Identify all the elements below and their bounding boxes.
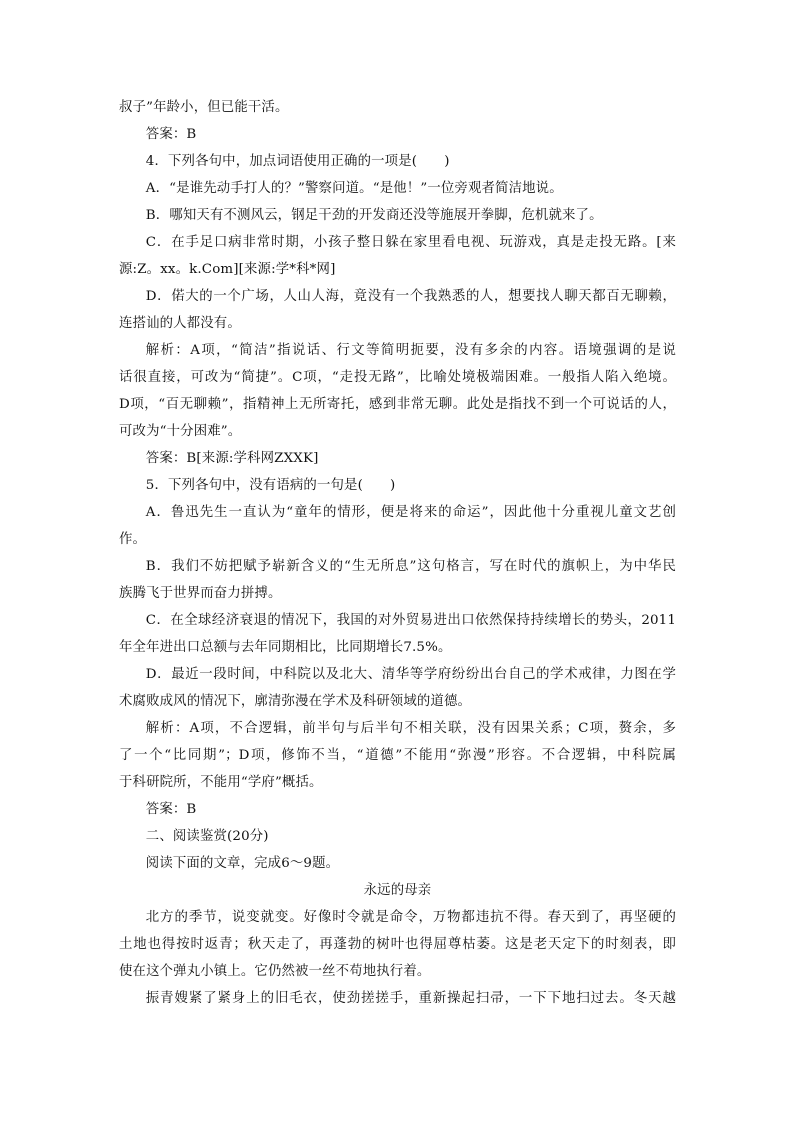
answer-line: 答案：B [145, 127, 197, 142]
option-b: B．我们不妨把赋予崭新含义的“生无所息”这句格言，写在时代的旗帜上，为中华民 [145, 559, 676, 574]
option-c: C．在手足口病非常时期，小孩子整日躲在家里看电视、玩游戏，真是走投无路。[来 [145, 235, 676, 250]
option-a: A．鲁迅先生一直认为“童年的情形，便是将来的命运”，因此他十分重视儿童文艺创 [145, 505, 676, 520]
reading-instruction: 阅读下面的文章，完成6～9题。 [145, 856, 340, 871]
option-a-cont: 作。 [119, 532, 147, 547]
option-b-cont: 族腾飞于世界而奋力拼搏。 [119, 586, 282, 601]
section-heading: 二、阅读鉴赏(20分) [145, 829, 269, 844]
answer-line: 答案：B[来源:学科网ZXXK] [145, 451, 319, 466]
question-5: 5．下列各句中，没有语病的一句是( ) [145, 478, 396, 493]
analysis-line: 了一个“比同期”；D项，修饰不当，“道德”不能用“弥漫”形容。不合逻辑，中科院属 [119, 748, 676, 763]
option-b: B．哪知天有不测风云，钢足干劲的开发商还没等施展开拳脚，危机就来了。 [145, 208, 603, 223]
option-a: A．“是谁先动手打人的？”警察问道。“是他！”一位旁观者简洁地说。 [145, 181, 563, 196]
analysis-line: D项，“百无聊赖”，指精神上无所寄托，感到非常无聊。此处是指找不到一个可说话的人， [119, 397, 676, 412]
article-line: 土地也得按时返青；秋天走了，再蓬勃的树叶也得屈尊枯萎。这是老天定下的时刻表，即 [119, 937, 676, 952]
article-line: 使在这个弹丸小镇上。它仍然被一丝不苟地执行着。 [119, 964, 431, 979]
analysis-line: 解析：A项，不合逻辑，前半句与后半句不相关联，没有因果关系；C项，赘余，多 [145, 721, 676, 736]
article-title: 永远的母亲 [363, 883, 432, 898]
answer-line: 答案：B [145, 802, 197, 817]
option-d: D．最近一段时间，中科院以及北大、清华等学府纷纷出台自己的学术戒律，力图在学 [145, 667, 676, 682]
analysis-line: 可改为“十分困难”。 [119, 424, 242, 439]
article-line: 振青嫂紧了紧身上的旧毛衣，使劲搓搓手，重新操起扫帚，一下下地扫过去。冬天越 [145, 991, 676, 1006]
question-4: 4．下列各句中，加点词语使用正确的一项是( ) [145, 154, 450, 169]
analysis-line: 于科研院所，不能用“学府”概括。 [119, 775, 323, 790]
text-line: 叔子”年龄小，但已能干活。 [119, 100, 289, 115]
option-c: C．在全球经济衰退的情况下，我国的对外贸易进出口依然保持持续增长的势头，2011 [145, 613, 676, 628]
analysis-line: 话很直接，可改为“简捷”。C项，“走投无路”，比喻处境极端困难。一般指人陷入绝境。 [119, 370, 676, 385]
option-d: D．偌大的一个广场，人山人海，竟没有一个我熟悉的人，想要找人聊天都百无聊赖， [145, 289, 676, 304]
option-c-cont: 源:Z。xx。k.Com][来源:学*科*网] [119, 262, 336, 277]
article-line: 北方的季节，说变就变。好像时令就是命令，万物都违抗不得。春天到了，再坚硬的 [145, 910, 676, 925]
analysis-line: 解析：A项，“简洁”指说话、行文等简明扼要，没有多余的内容。语境强调的是说 [145, 343, 676, 358]
option-d-cont: 连搭讪的人都没有。 [119, 316, 241, 331]
option-d-cont: 术腐败成风的情况下，廓清弥漫在学术及科研领域的道德。 [119, 694, 472, 709]
option-c-cont: 年全年进出口总额与去年同期相比，比同期增长7.5%。 [119, 640, 452, 655]
document-page [119, 94, 676, 1012]
